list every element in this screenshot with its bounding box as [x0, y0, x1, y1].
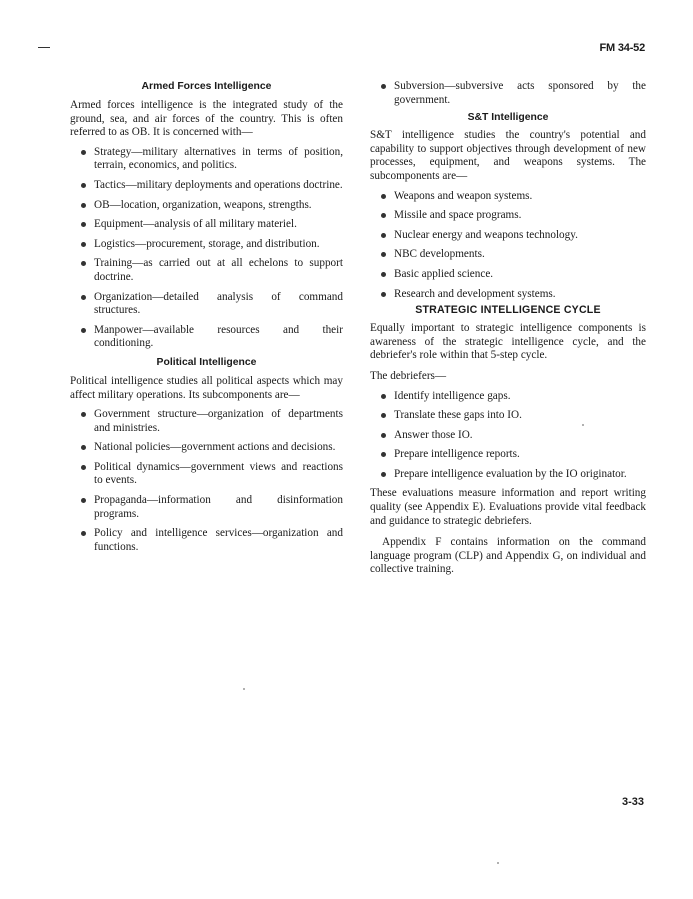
political-list: [70, 408, 343, 554]
list-item: Subversion—subversive acts sponsored by the government.: [370, 80, 646, 107]
list-item: Missile and space programs.: [370, 209, 646, 223]
political-heading: Political Intelligence: [156, 356, 257, 368]
list-item: Weapons and weapon systems.: [370, 190, 646, 204]
list-item: Identify intelligence gaps.: [370, 390, 646, 404]
running-header: FM 34-52: [599, 42, 645, 54]
list-item: Prepare intelligence reports.: [370, 448, 646, 462]
subversion-list: [370, 80, 646, 107]
page-number: 3-33: [621, 796, 644, 808]
list-item: Research and development systems.: [370, 288, 646, 302]
scan-speck: [243, 688, 245, 690]
list-item: Logistics—procurement, storage, and distribution.: [70, 238, 343, 252]
list-item: NBC developments.: [370, 248, 646, 262]
list-item: OB—location, organization, weapons, strengths.: [70, 199, 343, 213]
political-intro: Political intelligence studies all political aspects which may affect military operations. Its subcomponents are—: [70, 374, 343, 401]
st-list: [370, 190, 646, 302]
appendix-paragraph: Appendix F contains information on the command language program (CLP) and Appendix G, on individual and collective training.: [370, 536, 646, 576]
list-item: Propaganda—information and disinformation programs.: [70, 494, 343, 521]
list-item: Basic applied science.: [370, 268, 646, 282]
st-intro: S&T intelligence studies the country's potential and capability to support objectives through development of new processes, equipment, and weapons systems. The subcomponents are—: [370, 129, 646, 182]
list-item: Political dynamics—government views and reactions to events.: [70, 461, 343, 488]
st-heading: S&T Intelligence: [467, 112, 549, 124]
list-item: Government structure—organization of departments and ministries.: [70, 408, 343, 435]
debriefers-lead: The debriefers—: [370, 369, 447, 382]
evaluations-paragraph: These evaluations measure information and report writing quality (see Appendix E). Evaluations provide vital feedback and guidance to strategic debriefers.: [370, 487, 646, 527]
list-item: Translate these gaps into IO.: [370, 409, 646, 423]
list-item: Strategy—military alternatives in terms of position, terrain, economics, and politics.: [70, 146, 343, 173]
list-item: Tactics—military deployments and operations doctrine.: [70, 179, 343, 193]
list-item: Organization—detailed analysis of command structures.: [70, 291, 343, 318]
list-item: Equipment—analysis of all military materiel.: [70, 218, 343, 232]
list-item: Prepare intelligence evaluation by the IO originator.: [370, 468, 646, 482]
list-item: Policy and intelligence services—organization and functions.: [70, 527, 343, 554]
list-item: Answer those IO.: [370, 429, 646, 443]
armed-forces-heading: Armed Forces Intelligence: [141, 81, 272, 92]
list-item: National policies—government actions and decisions.: [70, 441, 343, 455]
cycle-intro: Equally important to strategic intelligence components is awareness of the strategic intelligence cycle, and the debriefer's role within that 5-step cycle.: [370, 322, 646, 362]
list-item: Manpower—available resources and their conditioning.: [70, 324, 343, 351]
scan-speck: [582, 424, 584, 426]
strategic-cycle-heading: STRATEGIC INTELLIGENCE CYCLE: [415, 304, 601, 317]
list-item: Training—as carried out at all echelons to support doctrine.: [70, 257, 343, 284]
list-item: Nuclear energy and weapons technology.: [370, 229, 646, 243]
left-column: [70, 80, 343, 554]
debriefers-list: [370, 390, 646, 482]
margin-dash: [38, 47, 50, 48]
armed-forces-intro: Armed forces intelligence is the integrated study of the ground, sea, and air forces of the country. This is often referred to as OB. It is concerned with—: [70, 99, 343, 139]
armed-forces-list: [70, 146, 343, 351]
right-column: [370, 80, 646, 577]
scan-speck: [497, 862, 499, 864]
